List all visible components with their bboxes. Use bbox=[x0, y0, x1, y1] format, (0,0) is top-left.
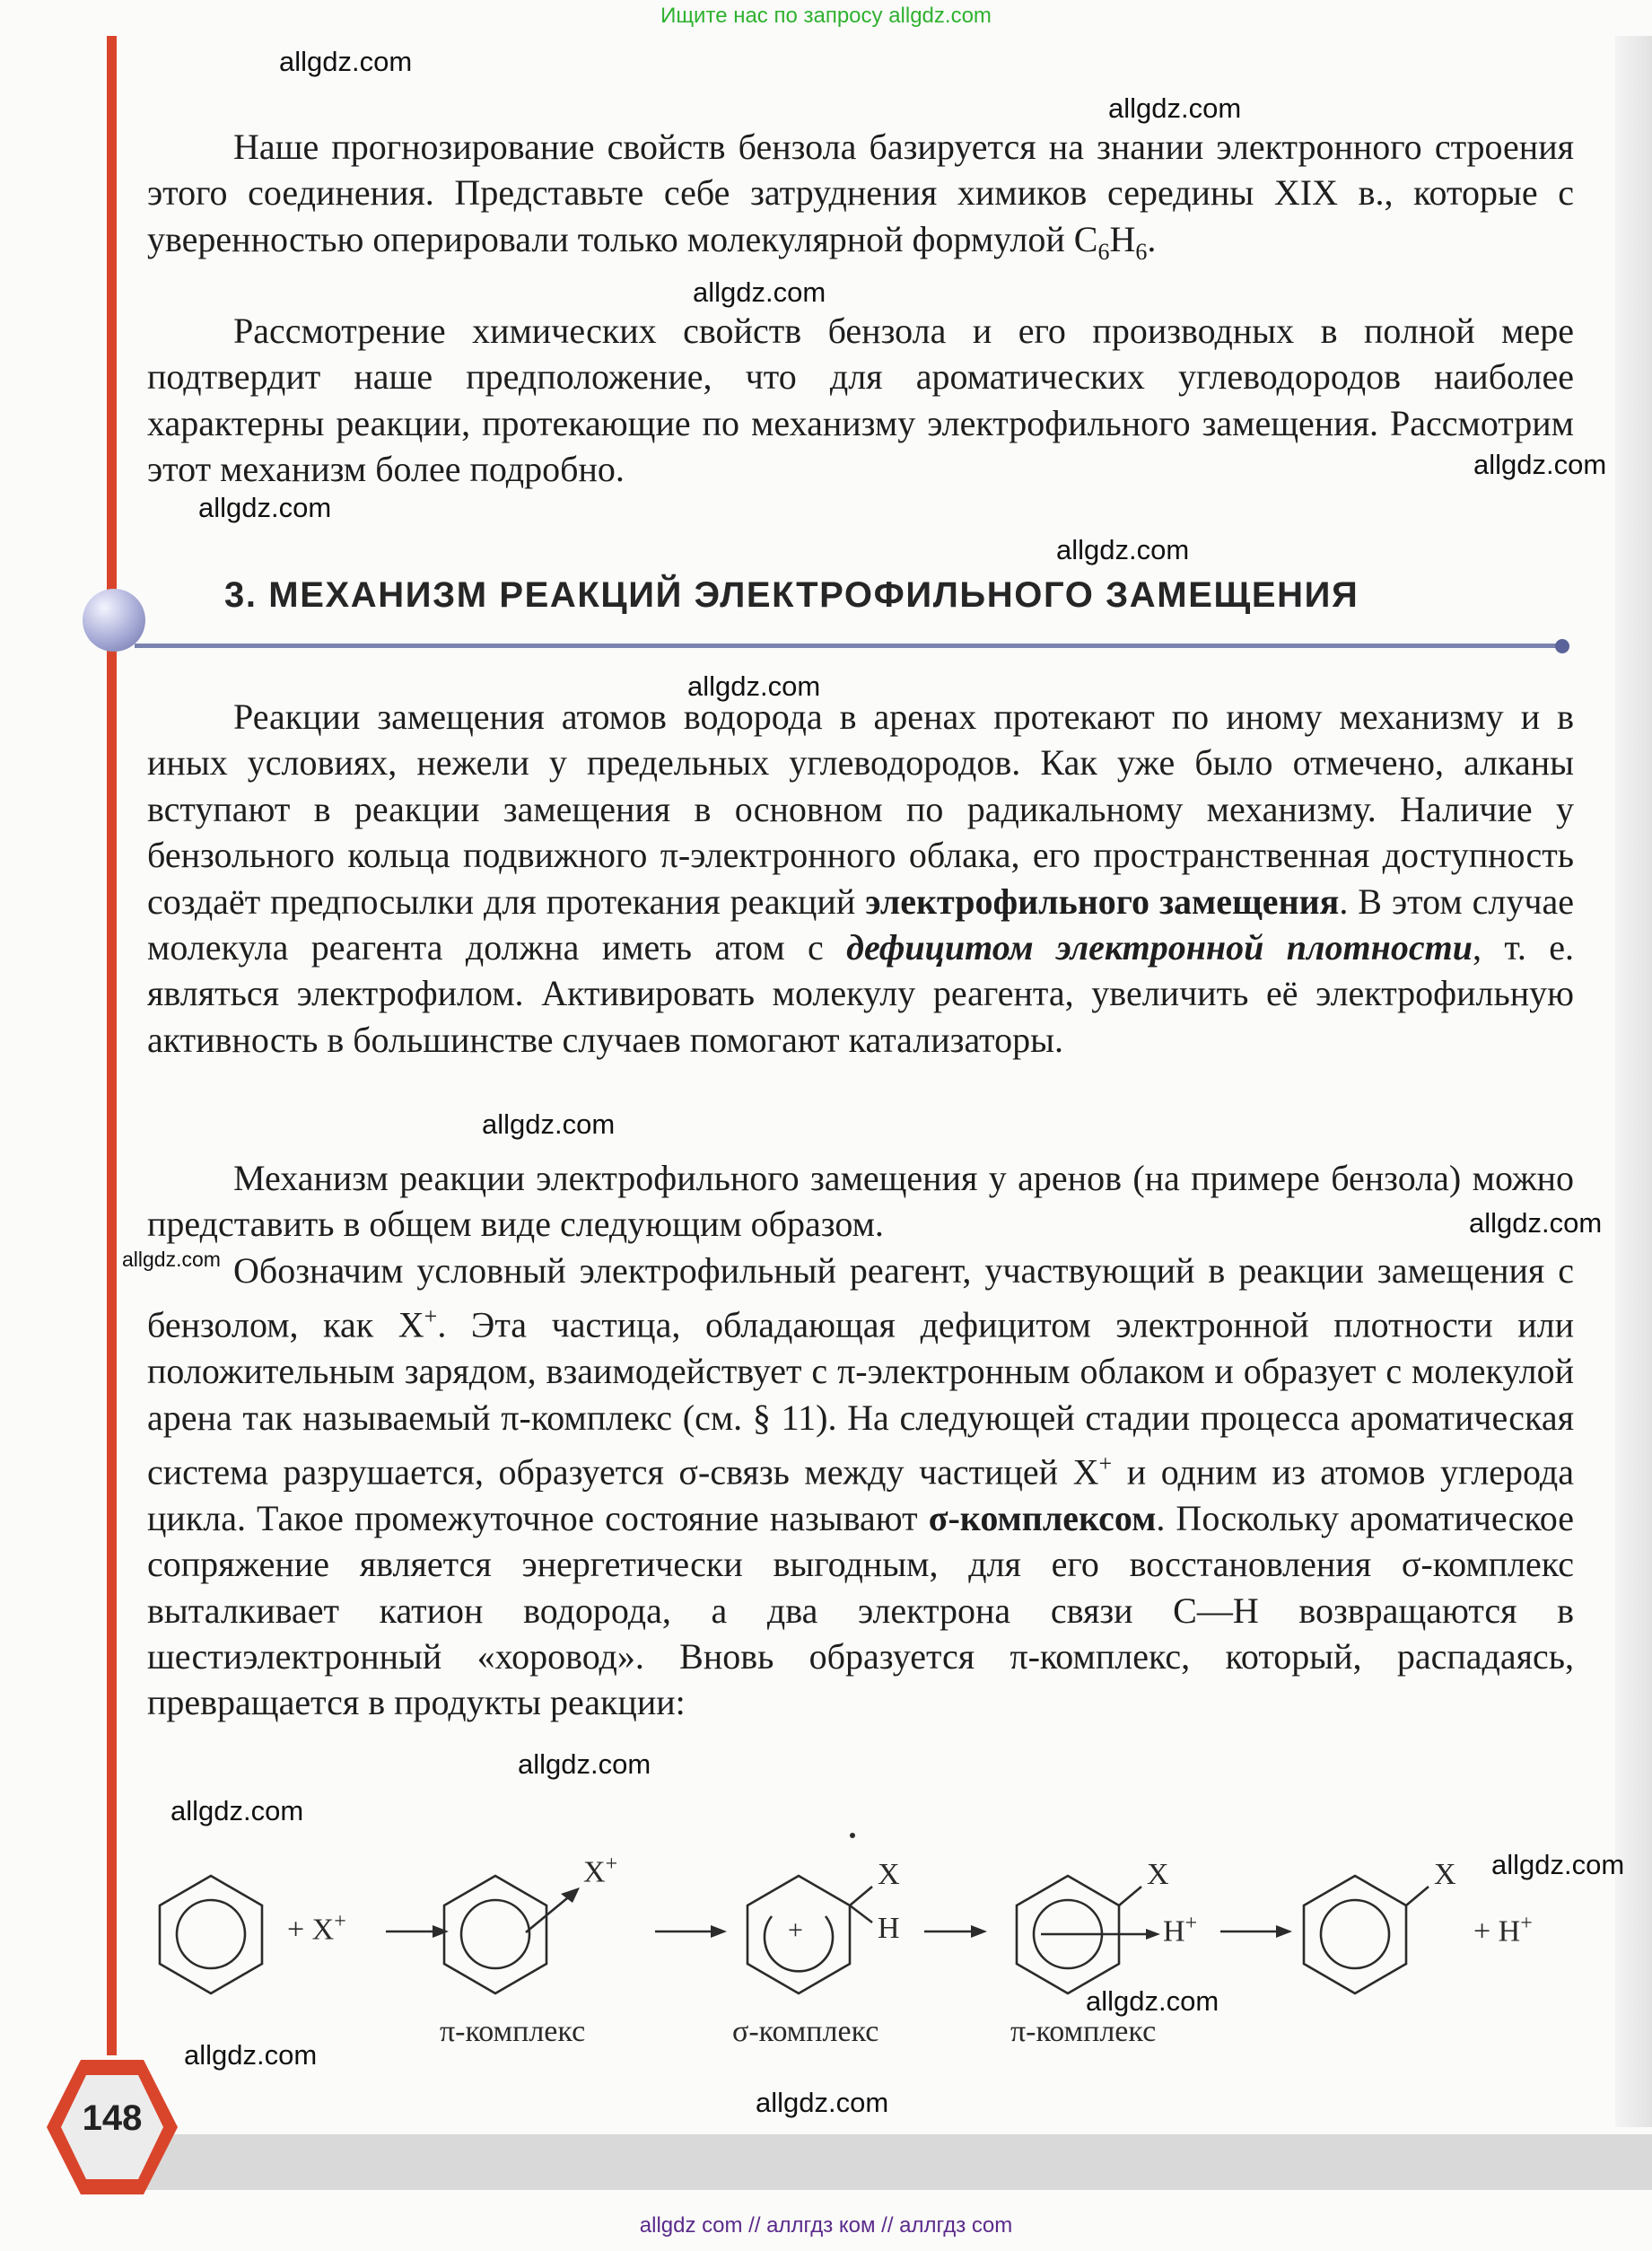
watermark: allgdz.com bbox=[1086, 1985, 1219, 2017]
attack-arrow-line bbox=[526, 1894, 573, 1932]
watermark: allgdz.com bbox=[122, 1248, 221, 1271]
leaving-h-arrow-head bbox=[1146, 1929, 1160, 1940]
benzene-ring-5 bbox=[1304, 1876, 1406, 1993]
heading-underline bbox=[135, 644, 1561, 648]
aromatic-circle-1 bbox=[177, 1900, 245, 1968]
reaction-arrow-3-head bbox=[971, 1925, 987, 1938]
watermark: allgdz.com bbox=[693, 276, 826, 308]
section-heading: 3. МЕХАНИЗМ РЕАКЦИЙ ЭЛЕКТРОФИЛЬНОГО ЗАМЕЩЕНИЯ bbox=[224, 575, 1359, 615]
page-footer-band bbox=[126, 2134, 1652, 2190]
byproduct-label: + H+ bbox=[1473, 1912, 1533, 1949]
sigma-center-dot bbox=[850, 1833, 855, 1838]
bottom-banner[interactable]: allgdz com // аллгдз ком // аллгдз com bbox=[639, 2213, 1013, 2238]
proton-label: H+ bbox=[1163, 1912, 1198, 1949]
reagent-label: + X+ bbox=[287, 1910, 346, 1947]
sigma-x-label: X bbox=[878, 1858, 900, 1891]
label-sigma-complex: σ-комплекс bbox=[732, 2015, 879, 2048]
watermark: allgdz.com bbox=[1473, 449, 1607, 480]
watermark: allgdz.com bbox=[279, 46, 413, 77]
label-pi-complex-2: π-комплекс bbox=[1010, 2015, 1157, 2048]
aromatic-circle-5 bbox=[1321, 1900, 1389, 1968]
product-x-label: X bbox=[1434, 1858, 1456, 1891]
paragraph-general-scheme: Механизм реакции электрофильного замещения у аренов (на примере бензола) можно представить в общем виде следующим образом. bbox=[147, 1158, 1574, 1245]
page-edge-shadow bbox=[1615, 36, 1652, 2127]
paragraph-substitution: Реакции замещения атомов водорода в аренах протекают по иному механизму и в иных условиях, нежели у предельных углеводородов. Как уже было отмечено, алканы вступают в реакции замещения в основном по радикальному механизму. Наличие у бензольного кольца подвижного π-электронного облака, его пространственная доступность создаёт предпосылки для протекания реакций электрофильного замещения. В этом случае молекула реагента должна иметь атом с дефицитом электронной плотности, т. е. являться электрофилом. Активировать молекулу реагента, увеличить её электрофильную активность в большинстве случаев помогают катализаторы. bbox=[147, 696, 1574, 1060]
reaction-arrow-1-head bbox=[433, 1925, 449, 1938]
page-number: 148 bbox=[82, 2098, 143, 2138]
watermark: allgdz.com bbox=[1491, 1849, 1625, 1880]
benzene-ring-1 bbox=[160, 1876, 262, 1993]
benzene-ring-2 bbox=[444, 1876, 546, 1993]
pi2-x-label: X bbox=[1147, 1858, 1169, 1891]
paragraph-mechanism-detail: Обозначим условный электрофильный реагент, участвующий в реакции замещения с бензолом, как X+. Эта частица, обладающая дефицитом электронной плотности или положительным зарядом, взаимодействует с π-электронным облаком и образует с молекулой арена так называемый π-комплекс (см. § 11). На следующей стадии процесса ароматическая система разрушается, образуется σ-связь между частицей X+ и одним из атомов углерода цикла. Такое промежуточное состояние называют σ-комплексом. Поскольку ароматическое сопряжение является энергетически выгодным, для его восстановления σ-комплекс выталкивает катион водорода, а два электрона связи C—H возвращаются в шестиэлектронный «хоровод». Вновь образуется π-комплекс, который, распадаясь, превращается в продукты реакции: bbox=[147, 1250, 1575, 1723]
section-bullet-ball bbox=[83, 589, 145, 652]
reaction-arrow-2-head bbox=[711, 1925, 727, 1938]
bond-to-h-1 bbox=[850, 1905, 872, 1923]
watermark: allgdz.com bbox=[1056, 534, 1190, 565]
sigma-h-label: H bbox=[878, 1912, 900, 1945]
watermark: allgdz.com bbox=[1469, 1207, 1603, 1239]
watermark: allgdz.com bbox=[184, 2039, 318, 2071]
bond-to-x-2 bbox=[1119, 1887, 1141, 1905]
term-electron-deficit: дефицитом электронной плотности bbox=[846, 927, 1473, 968]
watermark: allgdz.com bbox=[1108, 92, 1242, 124]
heading-underline-dot bbox=[1555, 639, 1569, 653]
watermark: allgdz.com bbox=[687, 670, 821, 702]
bond-to-x-3 bbox=[1406, 1887, 1429, 1905]
watermark: allgdz.com bbox=[518, 1748, 651, 1780]
paragraph-mechanism-intro: Рассмотрение химических свойств бензола и его производных в полной мере подтвердит наше предположение, что для ароматических углеводородов наиболее характерны реакции, протекающие по механизму электрофильного замещения. Рассмотрим этот механизм более подробно. bbox=[147, 311, 1574, 490]
bond-to-x-1 bbox=[850, 1887, 872, 1905]
top-banner[interactable]: Ищите нас по запросу allgdz.com bbox=[660, 4, 992, 28]
watermark: allgdz.com bbox=[198, 492, 332, 523]
watermark: allgdz.com bbox=[482, 1108, 616, 1140]
electrophile-label: X+ bbox=[583, 1852, 618, 1889]
label-pi-complex-1: π-комплекс bbox=[440, 2015, 586, 2048]
reaction-scheme bbox=[144, 1831, 1597, 2082]
term-electrophilic-substitution: электрофильного замещения bbox=[865, 880, 1340, 922]
sigma-positive-charge: + bbox=[788, 1915, 803, 1945]
margin-accent-bar bbox=[107, 36, 117, 2055]
aromatic-circle-2 bbox=[461, 1900, 529, 1968]
watermark: allgdz.com bbox=[756, 2087, 889, 2118]
term-sigma-complex: σ-комплексом bbox=[928, 1497, 1157, 1538]
paragraph-intro: Наше прогнозирование свойств бензола базируется на знании электронного строения этого соединения. Представьте себе затруднения химиков середины XIX в., которые с уверенностью оперировали только молекулярной формулой $C_6H_6$. bbox=[147, 127, 1574, 265]
reaction-arrow-4-head bbox=[1276, 1925, 1292, 1938]
watermark: allgdz.com bbox=[170, 1795, 304, 1826]
